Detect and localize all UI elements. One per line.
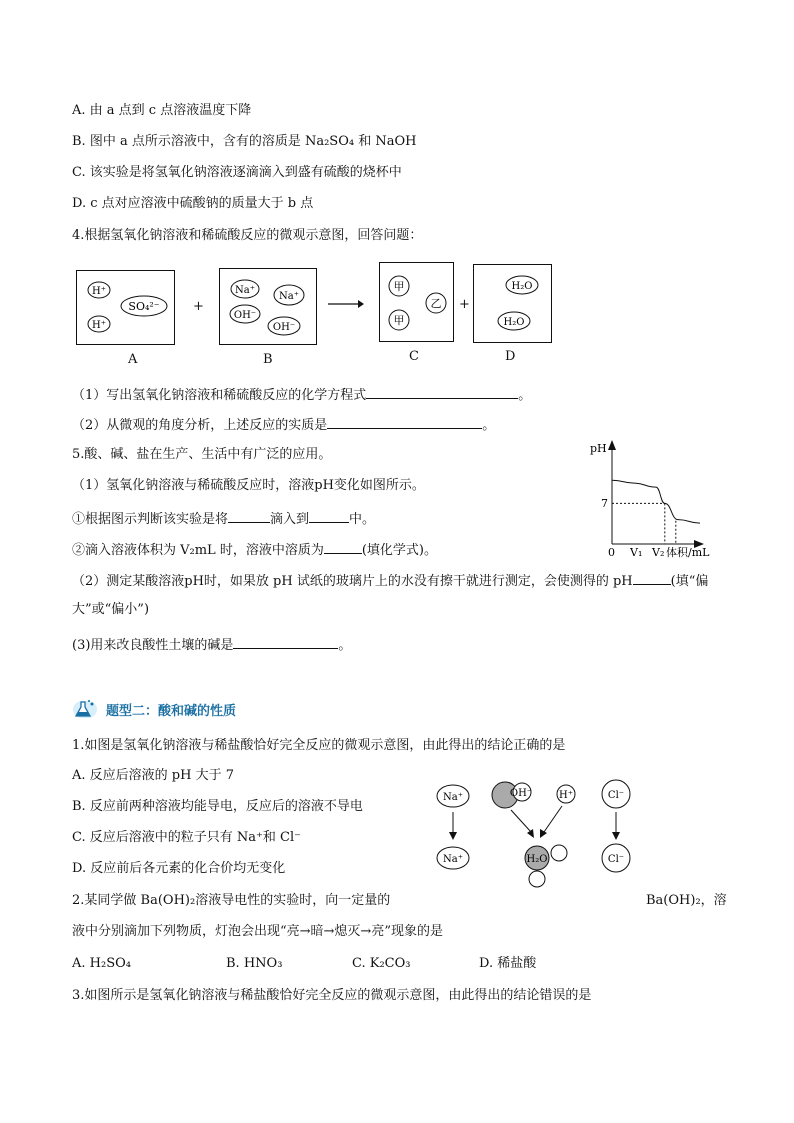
p1-option-a: A. 反应后溶液的 pH 大于 7 bbox=[72, 768, 234, 783]
q5-stem: 5.酸、碱、盐在生产、生活中有广泛的应用。 bbox=[72, 447, 332, 462]
ion-sulfate: SO₄²⁻ bbox=[128, 300, 160, 313]
q5-s1: ①根据图示判断该实验是将 滴入到 中。 bbox=[72, 508, 375, 529]
y-axis-label: pH bbox=[590, 442, 607, 455]
section-title: 题型二：酸和碱的性质 bbox=[106, 703, 237, 719]
section-header bbox=[72, 697, 236, 721]
q4-sub2: （2）从微观的角度分析，上述反应的实质是 。 bbox=[72, 414, 495, 435]
y-tick-7: 7 bbox=[601, 497, 608, 510]
q5-sub3: (3)用来改良酸性土壤的碱是 。 bbox=[72, 634, 351, 655]
diagram-label-b: B bbox=[263, 352, 273, 367]
q4-sub1: （1）写出氢氧化钠溶液和稀硫酸反应的化学方程式 。 bbox=[72, 384, 531, 405]
p1-stem: 1.如图是氢氧化钠溶液与稀盐酸恰好完全反应的微观示意图，由此得出的结论正确的是 bbox=[72, 738, 566, 753]
p1-option-b: B. 反应前两种溶液均能导电，反应后的溶液不导电 bbox=[72, 799, 363, 814]
diagram-box-d bbox=[473, 264, 552, 343]
water-molecule-after: H₂O bbox=[526, 854, 548, 865]
answer-blank[interactable] bbox=[233, 634, 338, 649]
ion-oh-1: OH⁻ bbox=[233, 310, 257, 321]
x-tick-v1: V₁ bbox=[630, 546, 643, 559]
diagram-label-a: A bbox=[128, 352, 138, 367]
ion-h-before: H⁺ bbox=[559, 790, 573, 801]
ion-oh-2: OH⁻ bbox=[272, 322, 296, 333]
water-molecule-2: H₂O bbox=[503, 317, 525, 328]
answer-blank[interactable] bbox=[228, 508, 270, 523]
q5-sub1: （1）氢氧化钠溶液与稀硫酸反应时，溶液pH变化如图所示。 bbox=[72, 478, 425, 493]
reaction-arrow-icon bbox=[328, 298, 364, 310]
ion-cl-after: Cl⁻ bbox=[607, 854, 625, 865]
ion-h-2: H⁺ bbox=[92, 320, 106, 331]
p1-option-d: D. 反应前后各元素的化合价均无变化 bbox=[72, 861, 286, 876]
p2-stem-a: 2.某同学做 Ba(OH)₂溶液导电性的实验时，向一定量的 bbox=[72, 893, 391, 908]
answer-blank[interactable] bbox=[633, 570, 671, 585]
ion-h-1: H⁺ bbox=[92, 286, 106, 297]
water-molecule-1: H₂O bbox=[511, 281, 533, 292]
plus-sign-1: + bbox=[193, 299, 204, 314]
q4-stem: 4.根据氢氧化钠溶液和稀硫酸反应的微观示意图，回答问题： bbox=[72, 228, 423, 243]
flask-icon bbox=[72, 698, 98, 720]
p2-option-a: A. H₂SO₄ bbox=[72, 956, 131, 971]
answer-blank[interactable] bbox=[309, 508, 349, 523]
particle-yi: 乙 bbox=[430, 297, 442, 310]
ion-na-1: Na⁺ bbox=[235, 285, 255, 296]
q5-sub2-cont: 大”或“偏小”) bbox=[72, 602, 150, 617]
answer-blank[interactable] bbox=[324, 539, 362, 554]
ion-na-before: Na⁺ bbox=[443, 792, 463, 803]
p3-stem: 3.如图所示是氢氧化钠溶液与稀盐酸恰好完全反应的微观示意图，由此得出的结论错误的是 bbox=[72, 988, 592, 1003]
x-tick-0: 0 bbox=[608, 546, 615, 559]
diagram-box-b bbox=[219, 268, 317, 345]
answer-blank[interactable] bbox=[366, 384, 518, 399]
answer-blank[interactable] bbox=[327, 414, 482, 429]
x-axis-label: 体积/mL bbox=[666, 546, 710, 559]
ph-chart bbox=[588, 436, 728, 560]
p2-stem-c: 液中分别滴加下列物质，灯泡会出现“亮→暗→熄灭→亮”现象的是 bbox=[72, 924, 443, 939]
ion-cl-before: Cl⁻ bbox=[607, 790, 625, 801]
q3-option-d: D. c 点对应溶液中硫酸钠的质量大于 b 点 bbox=[72, 196, 314, 211]
diagram-box-a bbox=[76, 270, 175, 345]
ph-curve bbox=[612, 480, 700, 523]
q3-option-a: A. 由 a 点到 c 点溶液温度下降 bbox=[72, 103, 252, 118]
diagram-label-d: D bbox=[505, 349, 516, 364]
p2-option-c: C. K₂CO₃ bbox=[352, 956, 411, 971]
ion-oh-before: OH⁻ bbox=[509, 788, 533, 799]
particle-jia-1: 甲 bbox=[393, 280, 405, 293]
plus-sign-2: + bbox=[459, 297, 470, 312]
p2-option-b: B. HNO₃ bbox=[226, 956, 283, 971]
p2-stem-b: Ba(OH)₂，溶 bbox=[646, 893, 727, 908]
diagram-label-c: C bbox=[409, 349, 419, 364]
q5-s2: ②滴入溶液体积为 V₂mL 时，溶液中溶质为 (填化学式)。 bbox=[72, 539, 437, 560]
p2-option-d: D. 稀盐酸 bbox=[479, 956, 537, 971]
p1-option-c: C. 反应后溶液中的粒子只有 Na⁺和 Cl⁻ bbox=[72, 830, 301, 845]
diagram-box-c bbox=[379, 262, 454, 342]
x-tick-v2: V₂ bbox=[652, 546, 665, 559]
ion-na-2: Na⁺ bbox=[279, 291, 299, 302]
q3-option-c: C. 该实验是将氢氧化钠溶液逐滴滴入到盛有硫酸的烧杯中 bbox=[72, 165, 402, 180]
neutralization-diagram bbox=[430, 776, 640, 892]
particle-jia-2: 甲 bbox=[393, 314, 405, 327]
y-axis-arrow-icon bbox=[608, 440, 616, 450]
q5-sub2: （2）测定某酸溶液pH时，如果放 pH 试纸的玻璃片上的水没有擦干就进行测定，会使测得的 pH (填“偏 bbox=[72, 570, 708, 591]
q3-option-b: B. 图中 a 点所示溶液中，含有的溶质是 Na₂SO₄ 和 NaOH bbox=[72, 134, 417, 149]
ion-na-after: Na⁺ bbox=[443, 854, 463, 865]
